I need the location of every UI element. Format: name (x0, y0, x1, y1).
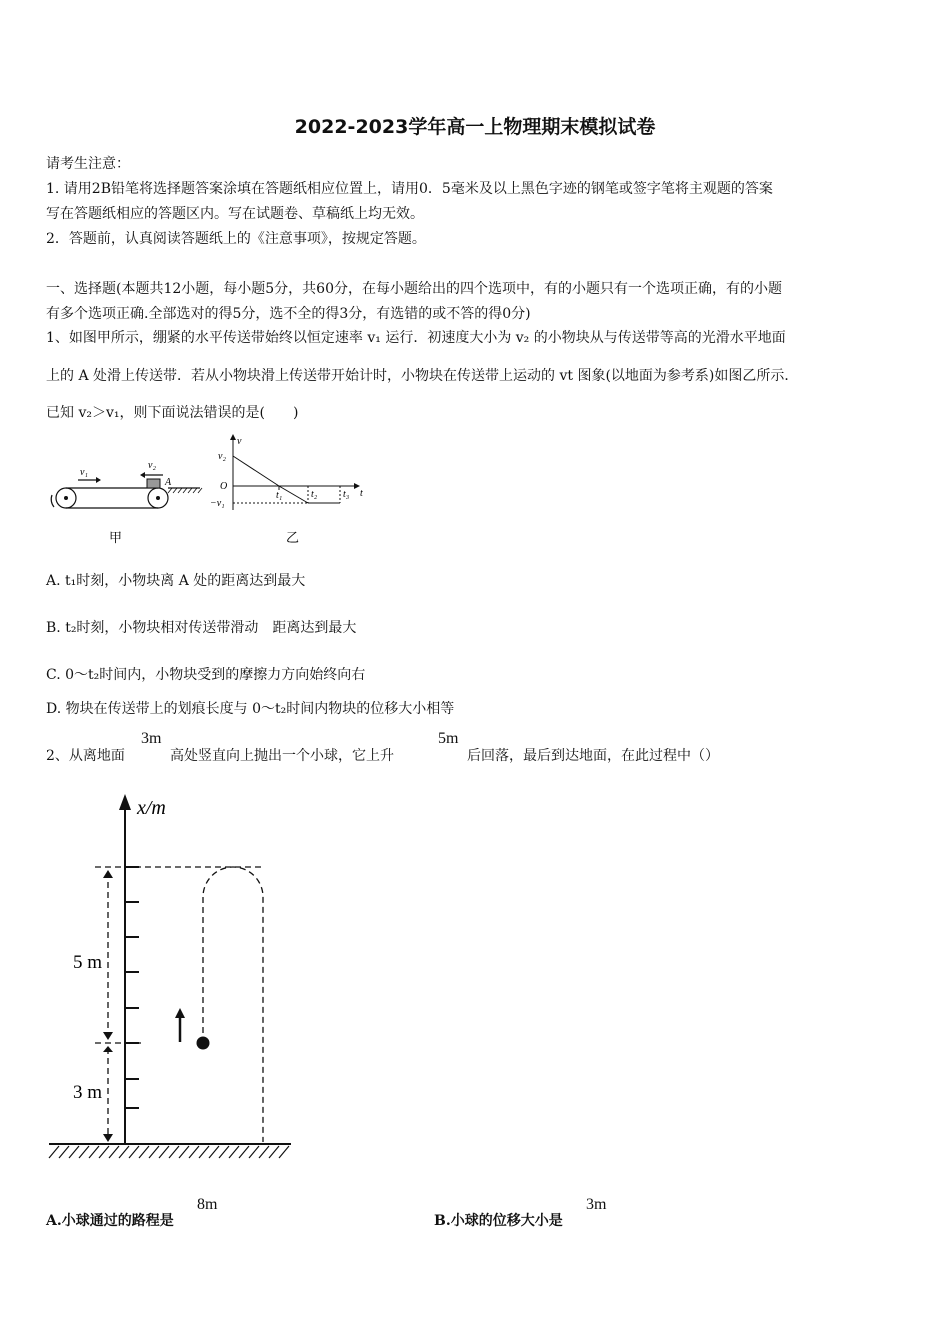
t1-label: t₁ (276, 490, 283, 501)
q1-line3: 已知 v₂＞v₁，则下面说法错误的是( ) (46, 405, 299, 421)
q2-stem-val1: 3m (141, 730, 162, 747)
v-axis-label: v (237, 436, 242, 447)
q1-line1: 1、如图甲所示，绷紧的水平传送带始终以恒定速率 v₁ 运行．初速度大小为 v₂ 的小物块从与传送带等高的光滑水平地面 (46, 330, 786, 346)
section1-line1: 一、选择题(本题共12小题，每小题5分，共60分，在每小题给出的四个选项中，有的小题只有一个选项正确，有的小题 (46, 281, 782, 297)
notice-item1-line2: 写在答题纸相应的答题区内。写在试题卷、草稿纸上均无效。 (46, 206, 424, 222)
t3-label: t₃ (343, 489, 350, 500)
q2-stem-part1: 2、从离地面 (46, 748, 125, 764)
jia-label: 甲 (109, 530, 123, 545)
q1-option-b: B. t₂时刻，小物块相对传送带滑动 距离达到最大 (46, 620, 357, 636)
section1-line2: 有多个选项正确.全部选对的得5分，选不全的得3分，有选错的或不答的得0分) (46, 306, 531, 322)
q2-option-b-text: B.小球的位移大小是 (434, 1213, 563, 1229)
v2-label: v₂ (148, 460, 156, 471)
block-a (147, 479, 160, 488)
yi-label: 乙 (286, 530, 300, 545)
notice-heading: 请考生注意： (46, 156, 130, 172)
notice-item1-line1: 1. 请用2B铅笔将选择题答案涂填在答题纸相应位置上，请用0．5毫米及以上黑色字迹的钢笔或签字笔将主观题的答案 (46, 181, 773, 197)
q1-option-c: C. 0～t₂时间内，小物块受到的摩擦力方向始终向右 (46, 667, 366, 683)
q2-option-a-text: A.小球通过的路程是 (46, 1213, 174, 1229)
t-axis-label: t (360, 488, 363, 499)
q2-stem-val2: 5m (438, 730, 459, 747)
v1-label: v₁ (80, 467, 88, 478)
v2-tick-label: v₂ (218, 451, 226, 462)
t2-label: t₂ (311, 489, 318, 500)
origin-label: O (220, 481, 228, 492)
a-label: A (165, 477, 172, 488)
throw-figure (45, 790, 305, 1165)
q1-line2: 上的 A 处滑上传送带．若从小物块滑上传送带开始计时，小物块在传送带上运动的 vt 图象(以地面为参考系)如图乙所示． (46, 368, 799, 384)
x-axis-label: x/m (137, 797, 166, 819)
ball (197, 1037, 210, 1050)
three-m-label: 3 m (73, 1082, 103, 1103)
vt-graph (210, 432, 370, 552)
neg-v1-label: −v₁ (210, 498, 225, 509)
q1-option-a: A. t₁时刻，小物块离 A 处的距离达到最大 (46, 573, 306, 589)
conveyor-figure (44, 455, 214, 555)
q1-option-d: D. 物块在传送带上的划痕长度与 0～t₂时间内物块的位移大小相等 (46, 701, 455, 717)
q2-option-a-value: 8m (197, 1196, 218, 1213)
q2-option-b-value: 3m (586, 1196, 607, 1213)
q2-stem-part3: 后回落，最后到达地面，在此过程中（） (467, 748, 719, 764)
notice-item2: 2．答题前，认真阅读答题纸上的《注意事项》，按规定答题。 (46, 231, 426, 247)
page-title: 2022-2023学年高一上物理期末模拟试卷 (294, 116, 656, 138)
five-m-label: 5 m (73, 952, 103, 973)
q2-stem-part2: 高处竖直向上抛出一个小球，它上升 (170, 748, 394, 764)
